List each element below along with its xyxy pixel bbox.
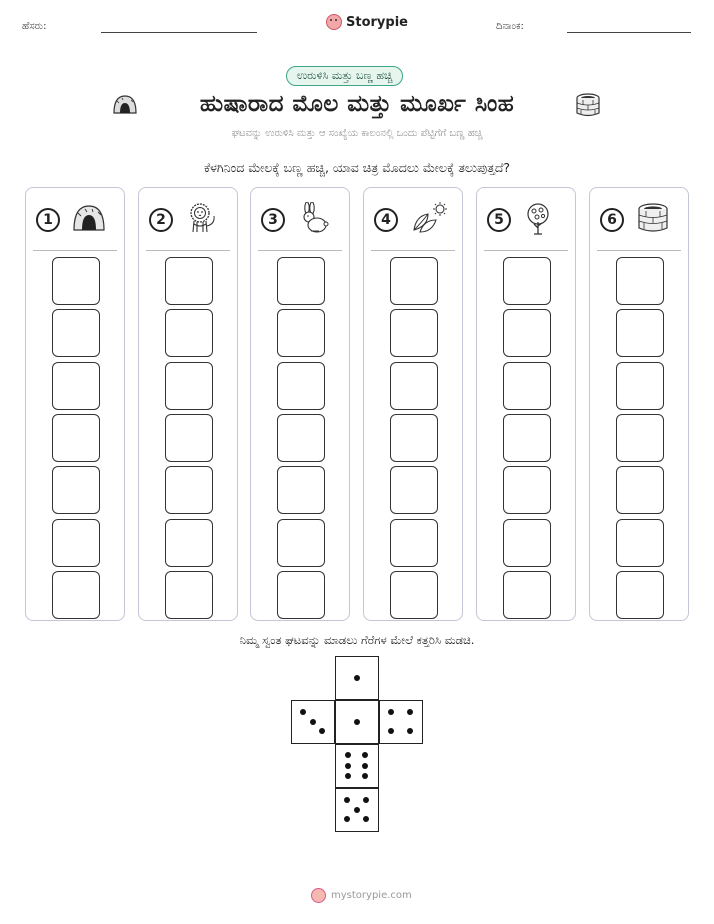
color-box[interactable] [277, 519, 325, 567]
die-pip [345, 752, 351, 758]
column-number: 5 [487, 208, 511, 232]
question: ಕೆಳಗಿನಿಂದ ಮೇಲಕ್ಕೆ ಬಣ್ಣ ಹಚ್ಚಿ, ಯಾವ ಚಿತ್ರ ಮೊದಲು ಮೇಲಕ್ಕೆ ತಲುಪುತ್ತದೆ? [203, 160, 511, 175]
die-pip [344, 797, 350, 803]
column-divider [33, 250, 117, 251]
die-face-1 [335, 700, 379, 744]
die-pip [388, 709, 394, 715]
die-pip [300, 709, 306, 715]
die-pip [319, 728, 325, 734]
die-face-4 [379, 700, 423, 744]
color-box[interactable] [390, 466, 438, 514]
die-pip [363, 797, 369, 803]
die-pip [362, 763, 368, 769]
color-box[interactable] [165, 414, 213, 462]
color-box[interactable] [616, 414, 664, 462]
column-6 [589, 187, 689, 621]
die-pip [407, 709, 413, 715]
color-box[interactable] [616, 466, 664, 514]
color-box[interactable] [277, 362, 325, 410]
subtitle: ಘಟವನ್ನು ಉರುಳಿಸಿ ಮತ್ತು ಆ ಸಂಖ್ಯೆಯ ಕಾಲಂನಲ್ಲಿ ಒಂದು ಪೆಟ್ಟಿಗೆಗೆ ಬಣ್ಣ ಹಚ್ಚಿ [231, 128, 483, 139]
die-pip [354, 807, 360, 813]
color-box[interactable] [52, 362, 100, 410]
color-box[interactable] [52, 309, 100, 357]
color-box[interactable] [165, 571, 213, 619]
die-face-6 [335, 744, 379, 788]
color-box[interactable] [277, 571, 325, 619]
color-box[interactable] [165, 257, 213, 305]
color-box[interactable] [52, 466, 100, 514]
color-box[interactable] [616, 257, 664, 305]
color-box[interactable] [616, 362, 664, 410]
die-pip [354, 719, 360, 725]
die-pip [362, 752, 368, 758]
color-box[interactable] [390, 414, 438, 462]
color-box[interactable] [52, 519, 100, 567]
column-divider [484, 250, 568, 251]
well-icon [574, 92, 602, 118]
die-pip [362, 773, 368, 779]
footer [311, 888, 412, 903]
column-number: 4 [374, 208, 398, 232]
column-2 [138, 187, 238, 621]
color-box[interactable] [616, 309, 664, 357]
column-divider [371, 250, 455, 251]
color-box[interactable] [390, 362, 438, 410]
leaves-sun-icon [410, 202, 448, 234]
name-line [101, 32, 257, 33]
brand-name: Storypie [346, 14, 408, 30]
color-box[interactable] [52, 414, 100, 462]
die-pip [310, 719, 316, 725]
column-number: 6 [600, 208, 624, 232]
color-box[interactable] [165, 466, 213, 514]
die-face-5 [335, 788, 379, 832]
color-box[interactable] [165, 362, 213, 410]
storypie-footer-icon [311, 888, 326, 903]
column-4 [363, 187, 463, 621]
column-number: 2 [149, 208, 173, 232]
die-pip [344, 816, 350, 822]
color-box[interactable] [165, 519, 213, 567]
cave-icon [112, 93, 138, 115]
well-icon [636, 202, 670, 234]
color-box[interactable] [390, 309, 438, 357]
cave-icon [72, 202, 106, 232]
column-number: 1 [36, 208, 60, 232]
date-line [567, 32, 691, 33]
color-box[interactable] [503, 519, 551, 567]
die-pip [388, 728, 394, 734]
color-box[interactable] [277, 309, 325, 357]
color-box[interactable] [616, 519, 664, 567]
die-face-3 [291, 700, 335, 744]
color-box[interactable] [503, 309, 551, 357]
color-box[interactable] [503, 362, 551, 410]
tree-icon [523, 202, 553, 236]
column-3 [250, 187, 350, 621]
rabbit-icon [297, 202, 331, 234]
color-box[interactable] [277, 466, 325, 514]
color-box[interactable] [503, 466, 551, 514]
storypie-logo-icon [326, 14, 342, 30]
die-pip [407, 728, 413, 734]
color-box[interactable] [503, 571, 551, 619]
column-divider [258, 250, 342, 251]
lion-icon [185, 202, 219, 234]
color-box[interactable] [52, 571, 100, 619]
brand-logo [326, 14, 408, 30]
column-divider [597, 250, 681, 251]
die-pip [363, 816, 369, 822]
activity-tag: ಉರುಳಿಸಿ ಮತ್ತು ಬಣ್ಣ ಹಚ್ಚಿ [286, 66, 403, 86]
name-label: ಹೆಸರು: [22, 21, 47, 32]
color-box[interactable] [390, 257, 438, 305]
column-number: 3 [261, 208, 285, 232]
color-box[interactable] [277, 257, 325, 305]
color-box[interactable] [390, 571, 438, 619]
color-box[interactable] [503, 414, 551, 462]
die-instruction: ನಿಮ್ಮ ಸ್ವಂತ ಘಟವನ್ನು ಮಾಡಲು ಗೆರೆಗಳ ಮೇಲೆ ಕತ್ತರಿಸಿ ಮಡಚಿ. [239, 633, 475, 647]
color-box[interactable] [165, 309, 213, 357]
footer-url: mystorypie.com [331, 890, 412, 901]
column-5 [476, 187, 576, 621]
color-box[interactable] [52, 257, 100, 305]
die-pip [345, 763, 351, 769]
column-divider [146, 250, 230, 251]
color-box[interactable] [390, 519, 438, 567]
die-face-1 [335, 656, 379, 700]
color-box[interactable] [503, 257, 551, 305]
page-title: ಹುಷಾರಾದ ಮೊಲ ಮತ್ತು ಮೂರ್ಖ ಸಿಂಹ [199, 91, 515, 117]
color-box[interactable] [277, 414, 325, 462]
date-label: ದಿನಾಂಕ: [496, 21, 524, 32]
die-pip [345, 773, 351, 779]
color-box[interactable] [616, 571, 664, 619]
column-1 [25, 187, 125, 621]
die-pip [354, 675, 360, 681]
